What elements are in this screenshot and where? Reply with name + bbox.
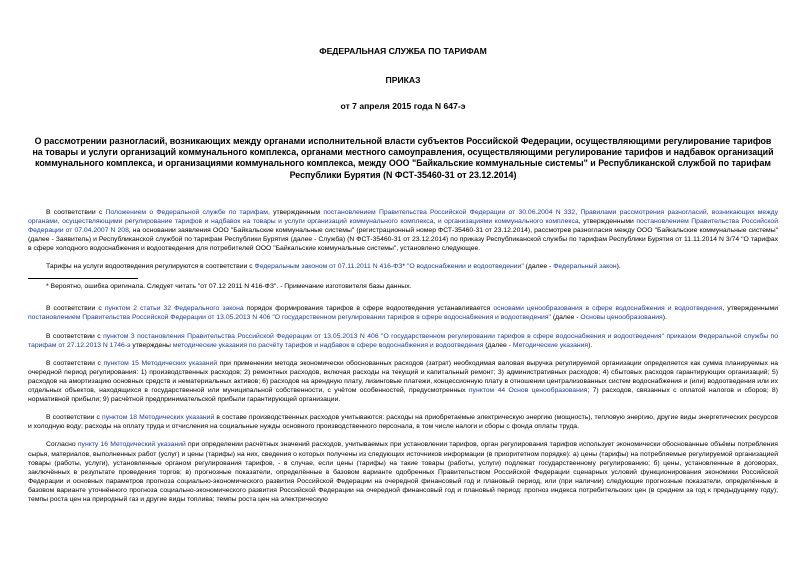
paragraph-clause-16 — [28, 440, 778, 504]
text: порядок формирования тарифов в сфере водоотведения устанавливается — [243, 305, 494, 313]
text: , утвержденными — [578, 217, 637, 225]
text: в составе производственных расходов учитываются: расходы на приобретаемые электрическую энергию (мощность), тепловую энергию, другие виды энергетических ресурсов и холодную воду; расходы на оплату труда и отчисления на социальные нужды основного производственного персонала, в том числе налоги и сборы с фонда оплаты труда. — [28, 414, 778, 431]
text: , утвержденными — [722, 305, 779, 313]
text: В соответствии с — [46, 414, 103, 422]
text: , — [575, 208, 581, 216]
text: (далее - — [483, 341, 513, 349]
text: ; 7) расходов, связанных с оплатой налогов и сборов; 8) нормативной прибыли; 9) расчётной предпринимательской прибыли гарантирующей организации. — [28, 387, 778, 404]
link-article-32[interactable]: пунктом 2 статьи 32 Федерального закона — [104, 305, 244, 313]
date-number-heading: от 7 апреля 2015 года N 647-э — [340, 101, 466, 111]
link-clause-44[interactable]: пунктом 44 Основ ценообразования — [468, 387, 588, 395]
text: (далее - — [523, 263, 554, 271]
link-pricing-basics[interactable]: основами ценообразования в сфере водоснабжения и водоотведения — [493, 305, 723, 313]
link-pricing-basics-short[interactable]: Основы ценообразования — [580, 314, 663, 322]
text: В соответствии с — [46, 359, 104, 367]
text: (далее - — [550, 314, 581, 322]
text: при определении расчётных значений расходов, учитываемых при установлении тарифов, орган регулирования тарифов использует экономически обоснованные объёмы потребления сырья, материалов, выполненных работ (услуг) и цены (тарифы) на них, сведения о которых получены из следующих источников информации (в приоритетном порядке): а) цены (тарифы) на потребляемые регулируемой организацией товары (работы, услуги), установленные органом регулирования тарифов, - в случае, если цены (тарифы) на такие товары (работы, услуги) подлежат государственному регулированию; б) цены, установленные в договорах, заключённых в результате проведения торгов; в) прогнозные показатели, определённые в базовом варианте одобренных Правительством Российской Федерации сценарных условий функционирования экономики Российской Федерации и основных параметров прогноза социально-экономического развития Российской Федерации на очередной финансовый год и плановый период, или (при наличии) следующие прогнозные показатели, определённые в базовом варианте уточнённого прогноза социально-экономического развития Российской Федерации на очередной финансовый год и плановый период: прогноз индекса потребительских цен (в среднем за год к предыдущему году); темпы роста цен на природный газ и другие виды топлива; темпы роста цен на электрическую — [28, 441, 778, 503]
link-clause-15[interactable]: пунктом 15 Методических указаний — [103, 359, 218, 367]
text: В соответствии с — [46, 332, 104, 340]
text: ). — [588, 341, 593, 349]
link-law-water-supply[interactable]: "О водоснабжении и водоотведении" — [406, 263, 524, 271]
text: ). — [616, 263, 621, 271]
link-methodical-guidelines-short[interactable]: Методические указания — [512, 341, 589, 349]
link-federal-law-416[interactable]: Федеральным законом от 07.11.2011 N 416-ФЗ — [254, 263, 403, 271]
text: ). — [662, 314, 667, 322]
link-decree-208[interactable]: постановлением Правительства Российской Федерации от 07.04.2007 N 208 — [28, 217, 779, 234]
text: , утвержденным — [267, 208, 324, 216]
paragraph-clause-15 — [28, 359, 778, 404]
document-page — [28, 46, 778, 504]
document-title: О рассмотрении разногласий, возникающих между органами исполнительной власти субъектов Российской Федерации, осуществляющими регулирование тарифов на товары и услуги организаций коммунального комплекса, органами местного самоуправления, осуществляющими регулирование тарифов и надбавок организаций коммунального комплекса, и организациями коммунального комплекса, между ООО "Байкальские коммунальные системы" и Республиканской службой по тарифам Республики Бурятия (N ФСТ-35460-31 от 23.12.2014) — [32, 136, 774, 180]
link-order-1746[interactable]: приказом Федеральной службы по тарифам от 27.12.2013 N 1746-э — [28, 332, 778, 349]
paragraph-methodology — [28, 332, 778, 350]
text: Тарифы на услуги водоотведения регулируются в соответствии с — [46, 263, 255, 271]
paragraph-clause-18 — [28, 413, 778, 431]
link-regulation-fst[interactable]: Положением о Федеральной службе по тарифам — [105, 208, 268, 216]
link-federal-law-short[interactable]: Федеральный закон — [553, 263, 617, 271]
footnote: * Вероятно, ошибка оригинала. Следует читать "от 07.12 2011 N 416-ФЗ". - Примечание изготовителя базы данных. — [46, 283, 412, 291]
paragraph-basis — [28, 208, 778, 253]
text: * — [402, 263, 407, 271]
link-decree-406-clause-3[interactable]: пунктом 3 постановления Правительства Российской Федерации от 13.05.2013 N 406 "О государственном регулировании тарифов в сфере водоснабжения и водоотведения" — [103, 332, 665, 340]
text: утверждены — [130, 341, 173, 349]
text: при применении метода экономически обоснованных расходов (затрат) необходимая валовая выручка регулируемой организации определяется как сумма планируемых на очередной период регулирования: 1) производственных расходов; 2) ремонтных расходов, включая расходы на текущий и капитальный ремонт; 3) административных расходов; 4) сбытовых расходов гарантирующих организаций; 5) расходов на амортизацию основных средств и нематериальных активов; 6) расходов на арендную плату, лизинговые платежи, концессионную плату в отношении централизованных систем водоснабжения и (или) водоотведения или их отдельных объектов, находящихся в государственной или муниципальной собственности, с учётом особенностей, предусмотренных — [28, 359, 778, 395]
link-clause-16[interactable]: пункту 16 Методический указаний — [77, 441, 186, 449]
link-methodical-guidelines[interactable]: методические указания по расчёту тарифов и надбавок в сфере водоснабжения и водоотведения — [172, 341, 484, 349]
text: Согласно — [46, 441, 78, 449]
text: , на основании заявления ООО "Байкальские коммунальные системы" (регистрационный номер ФСТ-35460-31 от 23.12.2014), рассмотрев разногласия между ООО "Байкальские коммунальные системы" (далее - Заявитель) и Республиканской службой по тарифам Республики Бурятия (далее - Служба) (N ФСТ-35460-31 от 23.12.2014) по приказу Республиканской службы по тарифам Республики Бурятия от 11.11.2014 N 3/74 "О тарифах в сфере холодного водоснабжения и водоотведения для потребителей ООО "Байкальские коммунальные системы", установлено следующее. — [28, 227, 778, 253]
link-dispute-rules[interactable]: Правилами рассмотрения разногласий, возникающих между органами, осуществляющими регулирование тарифов и надбавок на товары и услуги организаций коммунального комплекса, и организациями коммунального комплекса — [28, 208, 779, 225]
link-decree-406[interactable]: постановлением Правительства Российской Федерации от 13.05.2013 N 406 "О государственном регулировании тарифов в сфере водоснабжения и водоотведения" — [28, 314, 551, 322]
text: В соответствии с — [46, 208, 106, 216]
paragraph-pricing-basis — [28, 304, 778, 322]
text: В соответствии с — [46, 305, 105, 313]
footnote-divider — [28, 278, 138, 279]
paragraph-federal-law — [28, 262, 778, 271]
link-clause-18[interactable]: пунктом 18 Методических указаний — [102, 414, 215, 422]
link-decree-332[interactable]: постановлением Правительства Российской Федерации от 30.06.2004 N 332 — [323, 208, 576, 216]
agency-heading: ФЕДЕРАЛЬНАЯ СЛУЖБА ПО ТАРИФАМ — [319, 46, 487, 56]
doc-type-heading: ПРИКАЗ — [385, 75, 421, 85]
